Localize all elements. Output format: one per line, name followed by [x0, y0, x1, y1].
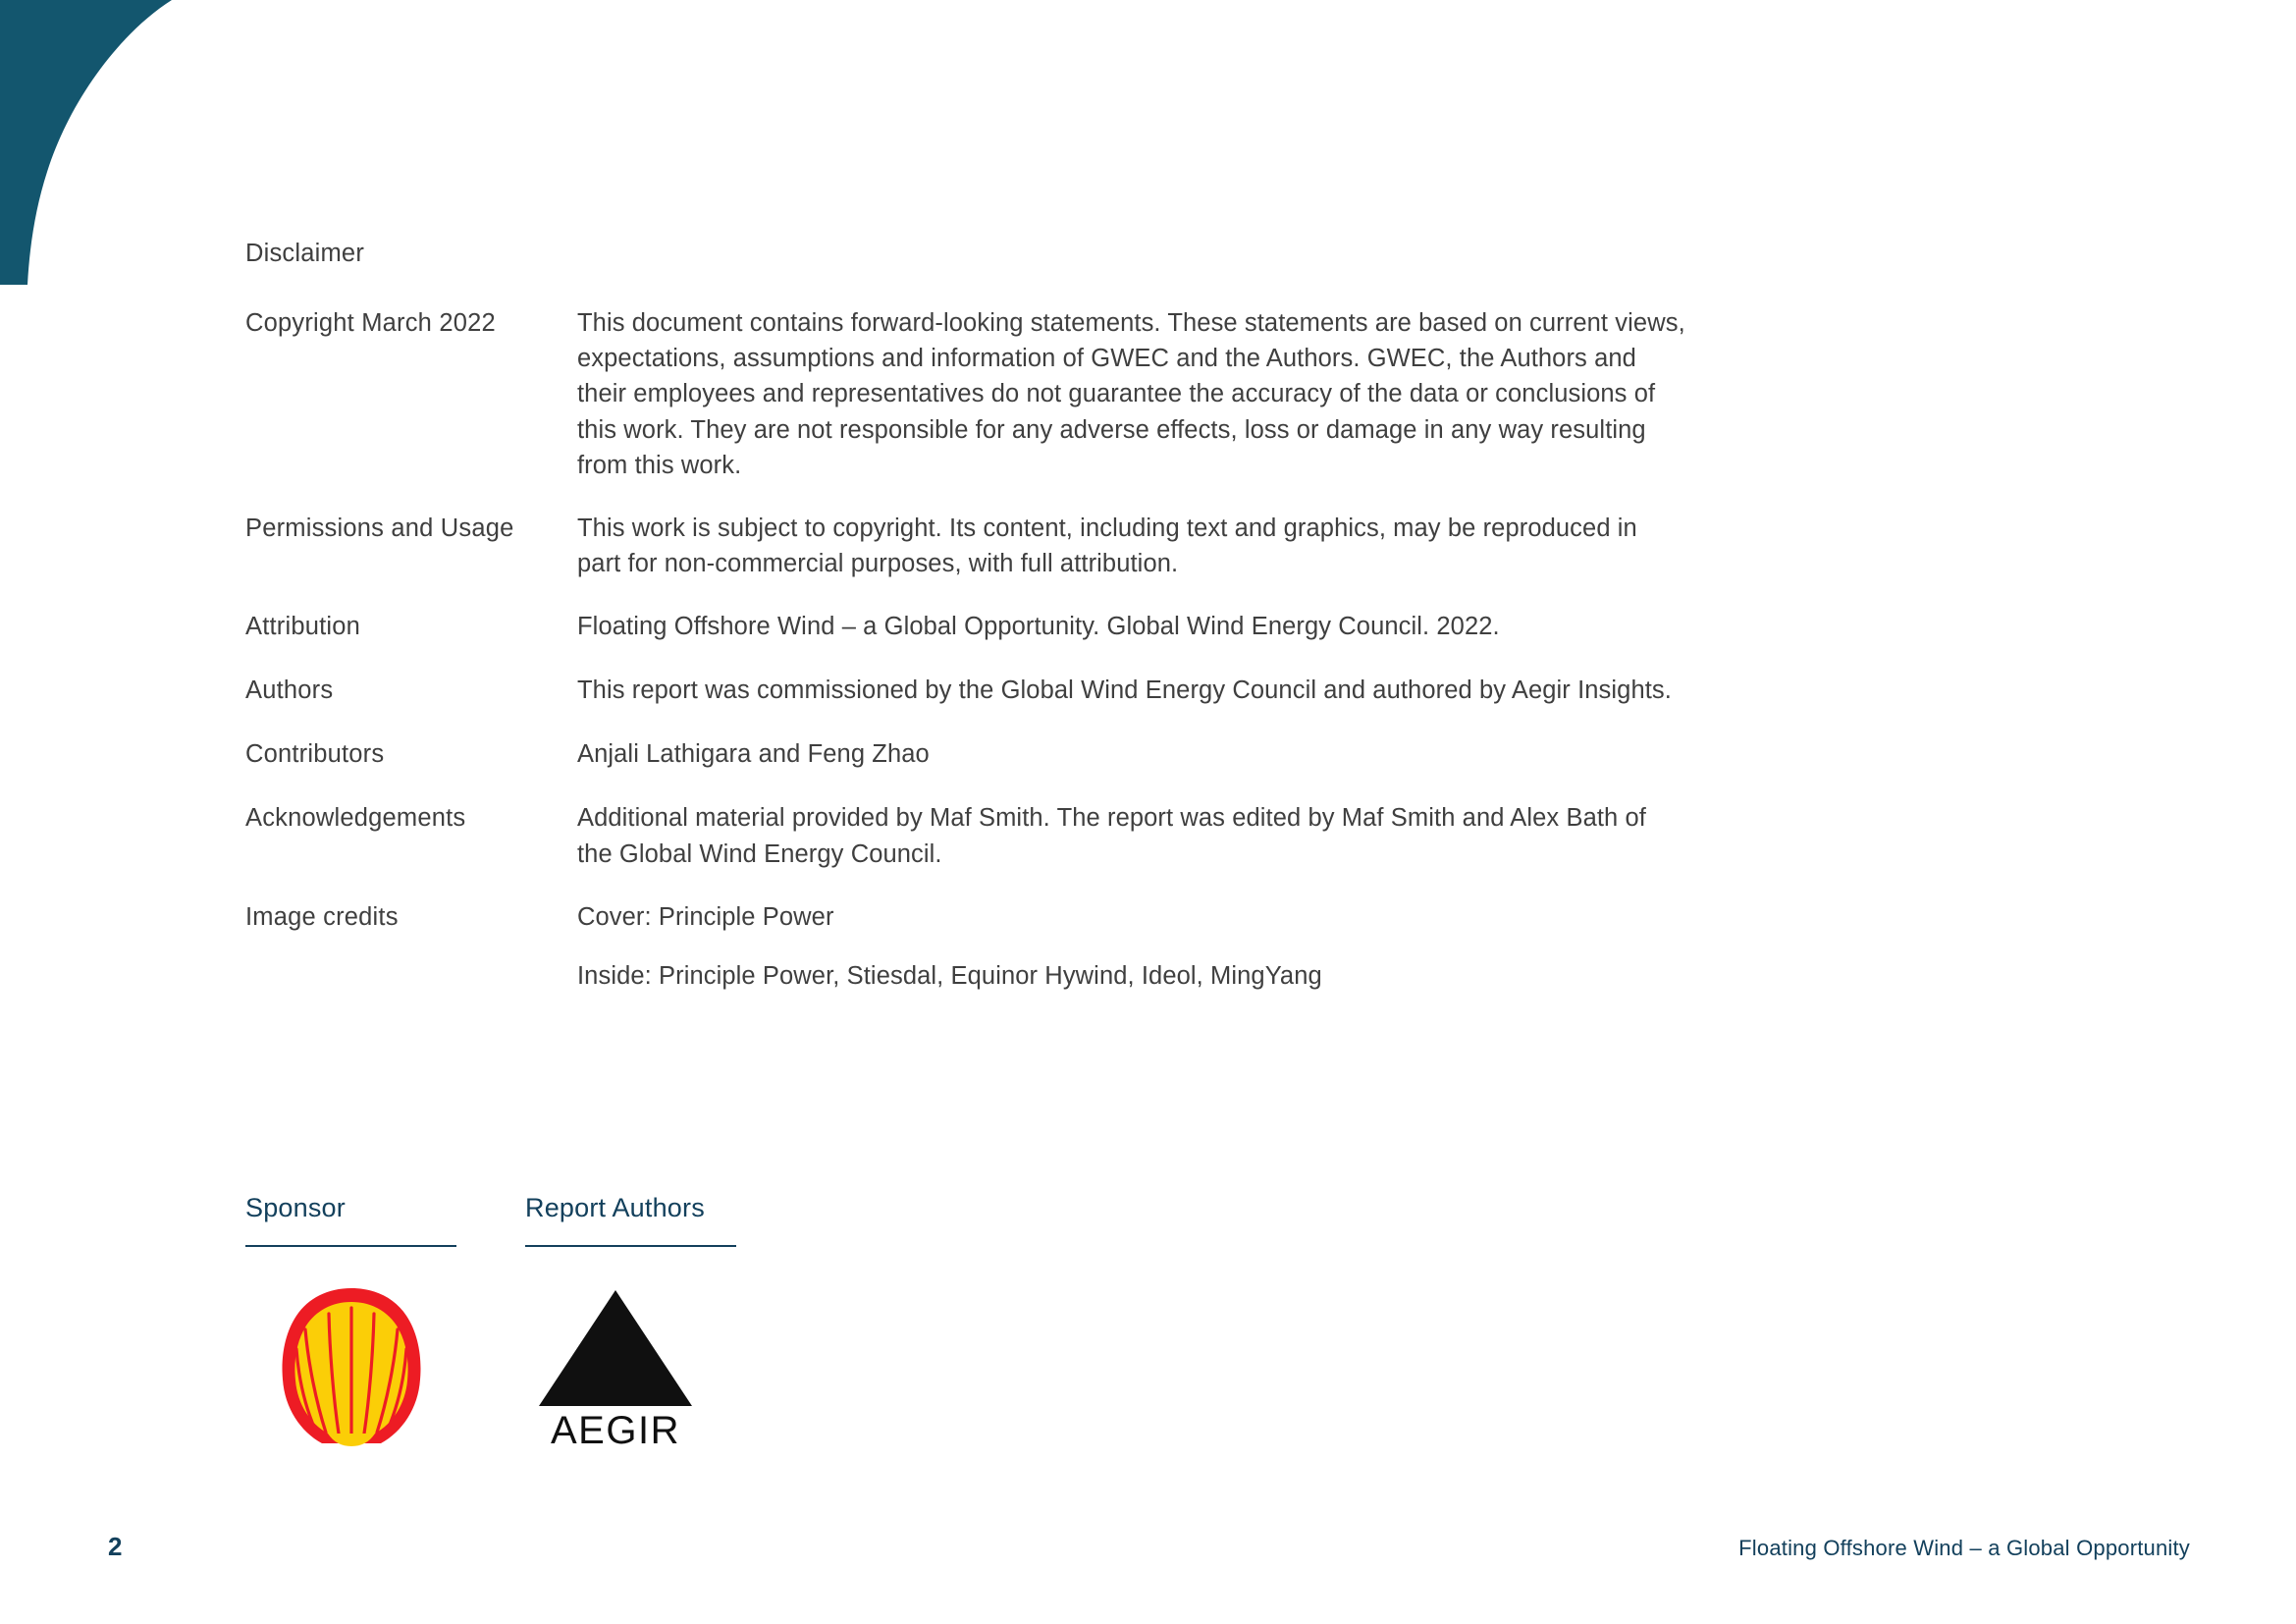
section-title-row: [245, 236, 2012, 272]
aegir-logo: [525, 1286, 736, 1458]
sponsor-heading: Sponsor: [245, 1193, 346, 1222]
footer-title: Floating Offshore Wind – a Global Opportunity: [1738, 1536, 2190, 1560]
row-authors: [245, 673, 2012, 709]
row-value: Floating Offshore Wind – a Global Opportunity. Global Wind Energy Council. 2022.: [577, 613, 1500, 641]
page-footer: [0, 1532, 2296, 1591]
row-label: Copyright March 2022: [245, 308, 496, 337]
row-label: Acknowledgements: [245, 804, 466, 833]
corner-swoosh-decoration: [0, 0, 285, 285]
sponsor-block: [245, 1193, 456, 1458]
image-credits-inside: Inside: Principle Power, Stiesdal, Equinor Hywind, Ideol, MingYang: [577, 961, 1322, 990]
row-value-group: [577, 899, 1686, 994]
row-label: Image credits: [245, 902, 399, 931]
page-number: 2: [108, 1532, 123, 1561]
logo-section: [245, 1193, 736, 1458]
report-authors-heading: Report Authors: [525, 1193, 705, 1222]
row-copyright: [245, 305, 2012, 483]
row-value: This work is subject to copyright. Its content, including text and graphics, may be reproduced in part for non-commercial purposes, with full attribution.: [577, 514, 1637, 578]
row-label: Attribution: [245, 613, 361, 641]
row-contributors: [245, 736, 2012, 773]
row-attribution: [245, 609, 2012, 645]
image-credits-cover: Cover: Principle Power: [577, 902, 834, 931]
row-permissions: [245, 511, 2012, 581]
svg-text:AEGIR: AEGIR: [551, 1409, 680, 1452]
page-title: Disclaimer: [245, 240, 365, 267]
sponsor-divider: [245, 1245, 456, 1247]
disclaimer-block: [245, 236, 2012, 1021]
row-value: Anjali Lathigara and Feng Zhao: [577, 740, 930, 769]
row-value: Additional material provided by Maf Smith. The report was edited by Maf Smith and Alex Bath of the Global Wind Energy Council.: [577, 804, 1646, 868]
report-authors-block: [525, 1193, 736, 1458]
shell-logo: [245, 1286, 456, 1458]
row-label: Authors: [245, 677, 334, 705]
row-image-credits: [245, 899, 2012, 994]
row-label: Contributors: [245, 740, 385, 769]
row-value: This document contains forward-looking statements. These statements are based on current views, expectations, assumptions and information of GWEC and the Authors. GWEC, the Authors and their employees and representatives do not guarantee the accuracy of the data or conclusions of this work. They are not responsible for any adverse effects, loss or damage in any way resulting from this work.: [577, 308, 1685, 479]
row-label: Permissions and Usage: [245, 514, 514, 542]
report-authors-divider: [525, 1245, 736, 1247]
row-acknowledgements: [245, 800, 2012, 871]
row-value: This report was commissioned by the Global Wind Energy Council and authored by Aegir Insights.: [577, 677, 1672, 705]
